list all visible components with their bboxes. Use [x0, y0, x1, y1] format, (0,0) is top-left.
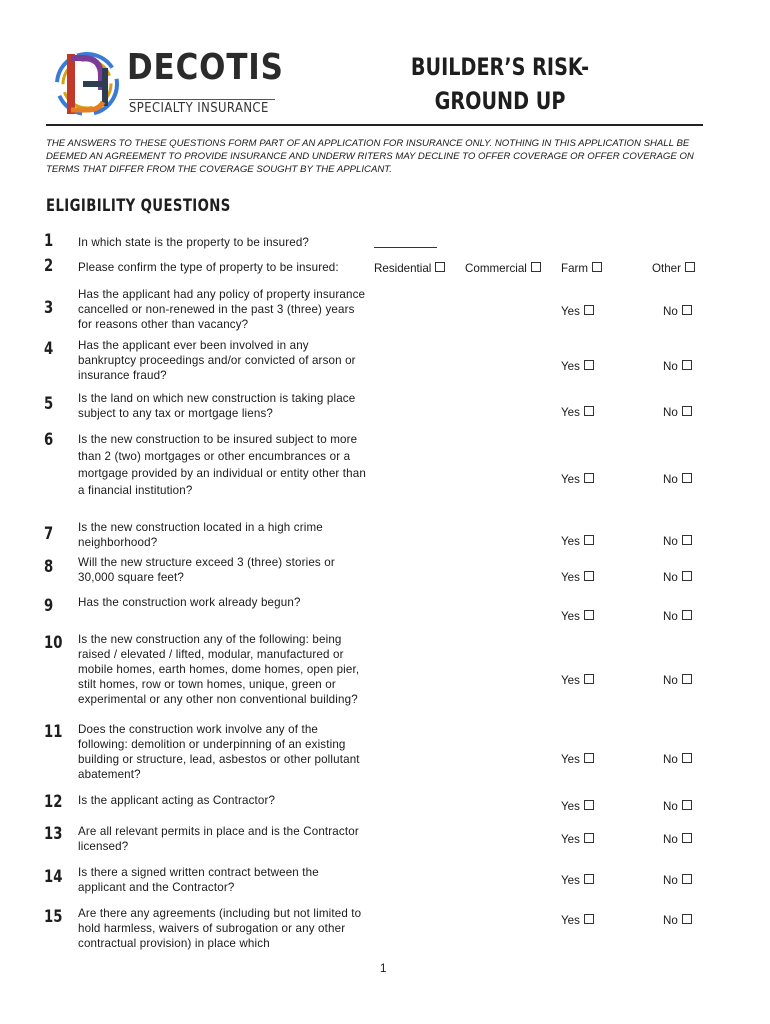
checkbox[interactable] [584, 535, 594, 545]
option-label: No [663, 473, 678, 486]
yes-option[interactable] [561, 753, 594, 766]
yes-option[interactable] [561, 406, 594, 419]
checkbox[interactable] [682, 914, 692, 924]
question-text: Are there any agreements (including but not limited to hold harmless, waivers of subrogation or any other contractual provision) in place which [78, 907, 362, 950]
option-label: No [663, 360, 678, 373]
option-label: Other [652, 262, 681, 275]
option-label: Yes [561, 473, 580, 486]
option-label: Yes [561, 571, 580, 584]
checkbox[interactable] [584, 406, 594, 416]
yes-option[interactable] [561, 874, 594, 887]
state-answer-field[interactable] [374, 247, 437, 248]
option-commercial[interactable] [465, 262, 541, 275]
checkbox[interactable] [584, 674, 594, 684]
option-label: Yes [561, 674, 580, 687]
question-number: 3 [44, 298, 54, 318]
checkbox[interactable] [682, 535, 692, 545]
question-text: Has the applicant had any policy of property insurance cancelled or non-renewed in the past 3 (three) years for reasons other than vacancy? [78, 288, 366, 331]
option-label: Yes [561, 753, 580, 766]
yes-option[interactable] [561, 473, 594, 486]
yes-option[interactable] [561, 800, 594, 813]
checkbox[interactable] [682, 874, 692, 884]
checkbox[interactable] [584, 800, 594, 810]
option-label: No [663, 753, 678, 766]
question-text: Please confirm the type of property to be insured: [78, 261, 339, 274]
option-farm[interactable] [561, 262, 602, 275]
yes-option[interactable] [561, 571, 594, 584]
question-number: 8 [44, 557, 54, 577]
no-option[interactable] [663, 833, 692, 846]
question-text: Will the new structure exceed 3 (three) stories or 30,000 square feet? [78, 556, 335, 584]
company-logo [53, 44, 284, 124]
question-text: Is the land on which new construction is taking place subject to any tax or mortgage liens? [78, 392, 356, 420]
no-option[interactable] [663, 674, 692, 687]
checkbox[interactable] [682, 674, 692, 684]
checkbox[interactable] [682, 406, 692, 416]
checkbox[interactable] [584, 753, 594, 763]
question-number: 15 [44, 907, 63, 927]
option-label: No [663, 800, 678, 813]
checkbox[interactable] [584, 360, 594, 370]
checkbox[interactable] [685, 262, 695, 272]
checkbox[interactable] [682, 833, 692, 843]
question-number: 5 [44, 394, 54, 414]
decotis-logo-mark-icon [53, 44, 121, 122]
option-label: Yes [561, 874, 580, 887]
question-text: Is the new construction to be insured subject to more than 2 (two) mortgages or other encumbrances or a mortgage provided by an individual or entity other than a financial institution? [78, 433, 366, 497]
option-residential[interactable] [374, 262, 445, 275]
option-label: Yes [561, 914, 580, 927]
checkbox[interactable] [531, 262, 541, 272]
yes-option[interactable] [561, 535, 594, 548]
question-number: 2 [44, 256, 54, 276]
option-label: Yes [561, 800, 580, 813]
checkbox[interactable] [682, 753, 692, 763]
option-label: No [663, 305, 678, 318]
document-title [404, 50, 596, 118]
question-number: 14 [44, 867, 63, 887]
no-option[interactable] [663, 360, 692, 373]
option-label: No [663, 535, 678, 548]
option-label: No [663, 874, 678, 887]
question-text: Is there a signed written contract between the applicant and the Contractor? [78, 866, 319, 894]
checkbox[interactable] [435, 262, 445, 272]
question-text: Is the applicant acting as Contractor? [78, 794, 276, 807]
question-text: In which state is the property to be insured? [78, 236, 310, 249]
option-label: Yes [561, 360, 580, 373]
option-label: Yes [561, 535, 580, 548]
no-option[interactable] [663, 406, 692, 419]
question-text: Is the new construction any of the following: being raised / elevated / lifted, modular, manufactured or mobile homes, earth homes, dome homes, open pier, stilt homes, row or town homes, unique, green or experimental or any other non conventional building? [78, 633, 360, 706]
no-option[interactable] [663, 571, 692, 584]
checkbox[interactable] [584, 874, 594, 884]
yes-option[interactable] [561, 610, 594, 623]
checkbox[interactable] [584, 833, 594, 843]
checkbox[interactable] [584, 305, 594, 315]
brand-tagline: SPECIALTY INSURANCE [129, 100, 269, 116]
option-other[interactable] [652, 262, 695, 275]
question-text: Has the applicant ever been involved in any bankruptcy proceedings and/or convicted of arson or insurance fraud? [78, 339, 356, 382]
question-number: 4 [44, 339, 54, 359]
checkbox[interactable] [584, 610, 594, 620]
question-number: 6 [44, 430, 54, 450]
title-line-1: BUILDER’S RISK- [410, 53, 590, 81]
checkbox[interactable] [682, 800, 692, 810]
no-option[interactable] [663, 473, 692, 486]
checkbox[interactable] [592, 262, 602, 272]
question-text: Are all relevant permits in place and is the Contractor licensed? [78, 825, 359, 853]
title-line-2: GROUND UP [434, 87, 566, 115]
question-number: 9 [44, 596, 54, 616]
option-label: No [663, 674, 678, 687]
page-number: 1 [380, 962, 387, 975]
no-option[interactable] [663, 800, 692, 813]
checkbox[interactable] [682, 571, 692, 581]
question-number: 11 [44, 722, 63, 742]
checkbox[interactable] [584, 473, 594, 483]
option-label: Residential [374, 262, 432, 275]
no-option[interactable] [663, 305, 692, 318]
yes-option[interactable] [561, 833, 594, 846]
checkbox[interactable] [584, 914, 594, 924]
option-label: Farm [561, 262, 589, 275]
no-option[interactable] [663, 874, 692, 887]
question-number: 12 [44, 792, 63, 812]
section-title: ELIGIBILITY QUESTIONS [46, 196, 231, 216]
option-label: Yes [561, 406, 580, 419]
question-number: 13 [44, 824, 63, 844]
yes-option[interactable] [561, 674, 594, 687]
checkbox[interactable] [584, 571, 594, 581]
option-label: No [663, 571, 678, 584]
question-text: Is the new construction located in a high crime neighborhood? [78, 521, 323, 549]
option-label: No [663, 914, 678, 927]
option-label: Yes [561, 610, 580, 623]
header-divider [46, 124, 703, 126]
yes-option[interactable] [561, 360, 594, 373]
question-text: Does the construction work involve any of the following: demolition or underpinning of an existing building or structure, lead, asbestos or other pollutant abatement? [78, 723, 360, 781]
no-option[interactable] [663, 610, 692, 623]
no-option[interactable] [663, 753, 692, 766]
question-number: 1 [44, 231, 54, 251]
question-number: 10 [44, 633, 63, 653]
option-label: No [663, 406, 678, 419]
option-label: Commercial [465, 262, 527, 275]
yes-option[interactable] [561, 305, 594, 318]
checkbox[interactable] [682, 610, 692, 620]
no-option[interactable] [663, 535, 692, 548]
checkbox[interactable] [682, 305, 692, 315]
question-number: 7 [44, 524, 54, 544]
question-text: Has the construction work already begun? [78, 596, 301, 609]
no-option[interactable] [663, 914, 692, 927]
option-label: No [663, 610, 678, 623]
disclaimer-text: THE ANSWERS TO THESE QUESTIONS FORM PART OF AN APPLICATION FOR INSURANCE ONLY. NOTHING IN THIS APPLICATION SHALL BE DEEMED AN AGREEMENT TO PROVIDE INSURANCE AND UNDERW RITERS MAY DECLINE TO OFFER COVERAGE OR OFFER COVERAGE ON TERMS THAT DIFFER FROM THE COVERAGE SOUGHT BY THE APPLICANT. [46, 138, 694, 175]
checkbox[interactable] [682, 473, 692, 483]
option-label: No [663, 833, 678, 846]
yes-option[interactable] [561, 914, 594, 927]
checkbox[interactable] [682, 360, 692, 370]
option-label: Yes [561, 305, 580, 318]
option-label: Yes [561, 833, 580, 846]
brand-name: DECOTIS [127, 47, 284, 88]
